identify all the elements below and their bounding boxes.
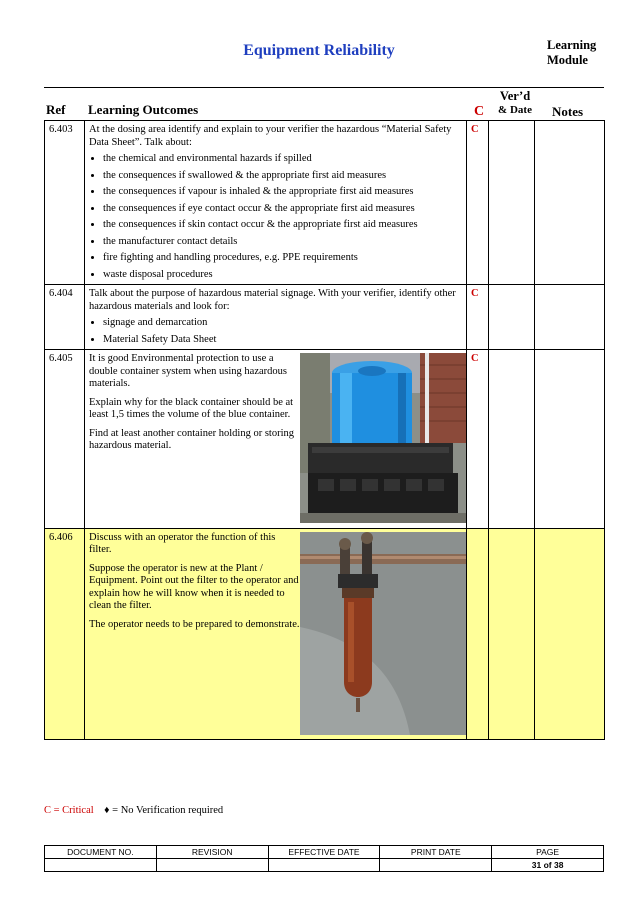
critical-marker: C — [467, 350, 489, 529]
list-item: • signage and demarcation — [103, 317, 462, 330]
tank-photo — [300, 353, 466, 528]
bullet-list — [89, 317, 462, 346]
footer-value-row — [45, 859, 604, 872]
footer-effective-date-label: EFFECTIVE DATE — [268, 846, 380, 859]
list-item: • the manufacturer contact details — [103, 236, 462, 249]
row-ref: 6.406 — [45, 528, 85, 740]
list-item: • fire fighting and handling procedures, e.g. PPE requirements — [103, 252, 462, 265]
module-label-line1: Learning — [547, 38, 597, 52]
column-header-notes: Notes — [552, 104, 584, 119]
verified-cell — [489, 528, 535, 740]
row-paragraph: Discuss with an operator the function of this filter. — [89, 531, 276, 555]
footer-page-label: PAGE — [492, 846, 604, 859]
notes-cell — [535, 350, 605, 529]
column-header-verd — [494, 89, 536, 117]
filter-photo — [300, 532, 466, 740]
outcomes-table — [44, 120, 605, 740]
footer-doc-no-value — [45, 859, 157, 872]
module-label — [547, 38, 596, 68]
module-label-line2: Module — [547, 53, 588, 67]
footer-print-date-value — [380, 859, 492, 872]
row-outcome — [85, 528, 467, 740]
footer-effective-date-value — [268, 859, 380, 872]
notes-cell — [535, 528, 605, 740]
row-paragraph: Find at least another container holding or storing hazardous material. — [89, 427, 294, 451]
table-row — [45, 121, 605, 285]
critical-marker: C — [467, 121, 489, 285]
list-item: • the chemical and environmental hazards if spilled — [103, 153, 462, 166]
column-header-verd-line1: Ver’d — [499, 89, 531, 103]
row-ref: 6.405 — [45, 350, 85, 529]
row-outcome — [85, 285, 467, 350]
page-title: Equipment Reliability — [243, 42, 395, 59]
notes-cell — [535, 121, 605, 285]
diamond-icon: ♦ — [104, 805, 110, 816]
document-footer — [44, 845, 604, 872]
row-paragraph: Explain why for the black container should be at least 1,5 times the volume of the blue container. — [89, 396, 294, 420]
critical-marker — [467, 528, 489, 740]
footer-header-row — [45, 846, 604, 859]
row-outcome — [85, 350, 467, 529]
legend — [44, 805, 223, 816]
row-paragraph: The operator needs to be prepared to demonstrate. — [89, 618, 300, 630]
list-item: • the consequences if swallowed & the appropriate first aid measures — [103, 170, 462, 183]
header-rule-top — [44, 87, 604, 88]
table-row — [45, 528, 605, 740]
row-intro: At the dosing area identify and explain to your verifier the hazardous “Material Safety Data Sheet”. Talk about: — [89, 124, 452, 148]
table-row — [45, 350, 605, 529]
column-header-ref: Ref — [46, 102, 66, 117]
list-item: • the consequences if vapour is inhaled & the appropriate first aid measures — [103, 186, 462, 199]
verified-cell — [489, 350, 535, 529]
list-item: • the consequences if eye contact occur & the appropriate first aid measures — [103, 203, 462, 216]
footer-revision-value — [156, 859, 268, 872]
list-item: • the consequences if skin contact occur & the appropriate first aid measures — [103, 219, 462, 232]
footer-doc-no-label: DOCUMENT NO. — [45, 846, 157, 859]
notes-cell — [535, 285, 605, 350]
column-header-outcomes: Learning Outcomes — [88, 102, 199, 117]
row-paragraph: It is good Environmental protection to use a double container system when using hazardous materials. — [89, 353, 287, 389]
row-ref: 6.403 — [45, 121, 85, 285]
legend-critical: C = Critical — [44, 805, 94, 816]
row-paragraph: Suppose the operator is new at the Plant / Equipment. Point out the filter to the operator and explain how he will know when it is needed to clean the filter. — [89, 562, 299, 611]
footer-print-date-label: PRINT DATE — [380, 846, 492, 859]
bullet-list — [89, 153, 462, 281]
legend-no-verification: = No Verification required — [112, 805, 224, 816]
footer-revision-label: REVISION — [156, 846, 268, 859]
column-header-c: C — [474, 104, 485, 119]
list-item: • Material Safety Data Sheet — [103, 334, 462, 347]
verified-cell — [489, 121, 535, 285]
footer-page-value: 31 of 38 — [492, 859, 604, 872]
row-ref: 6.404 — [45, 285, 85, 350]
column-header-verd-line2: & Date — [498, 104, 532, 116]
table-row — [45, 285, 605, 350]
row-intro: Talk about the purpose of hazardous material signage. With your verifier, identify other hazardous materials and look for: — [89, 288, 456, 312]
row-outcome — [85, 121, 467, 285]
list-item: • waste disposal procedures — [103, 269, 462, 282]
verified-cell — [489, 285, 535, 350]
critical-marker: C — [467, 285, 489, 350]
